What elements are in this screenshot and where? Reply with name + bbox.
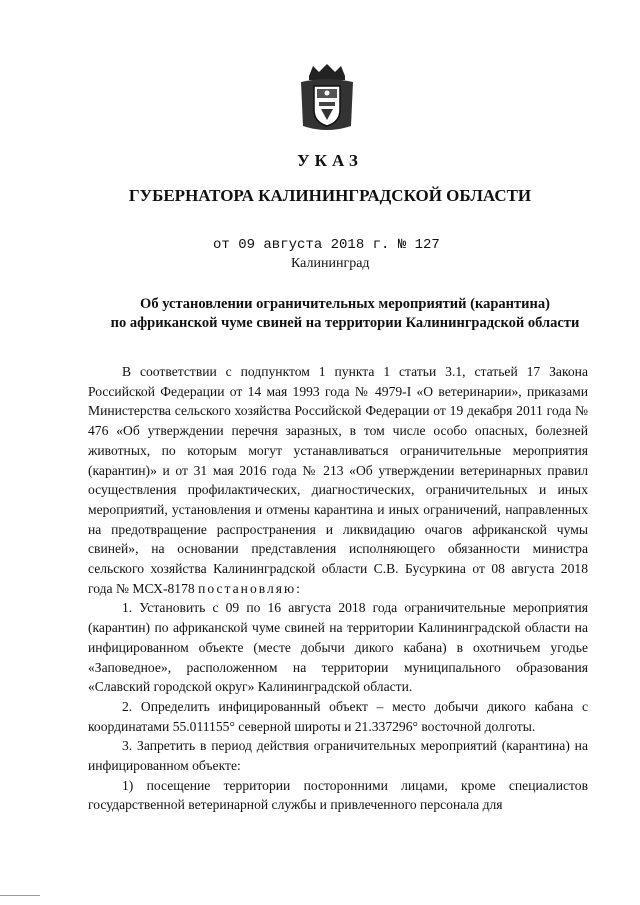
footnote-divider xyxy=(0,895,40,896)
city: Калининград xyxy=(291,256,370,271)
decree-word: постановляю: xyxy=(198,580,302,596)
coat-of-arms-icon xyxy=(297,62,357,134)
preamble-paragraph xyxy=(88,362,588,598)
subject-line-1: Об установлении ограничительных мероприятий (карантина) xyxy=(140,296,550,312)
issuer-title: ГУБЕРНАТОРА КАЛИНИНГРАДСКОЙ ОБЛАСТИ xyxy=(128,186,532,205)
item-3: 3. Запретить в период действия ограничительных мероприятий (карантина) на инфицированном объекте: xyxy=(88,738,588,774)
item-3-1: 1) посещение территории посторонними лицами, кроме специалистов государственной ветеринарной службы и привлеченного персонала для xyxy=(88,777,588,813)
document-type: УКАЗ xyxy=(297,151,363,170)
date-number-line: от 09 августа 2018 г. № 127 xyxy=(213,237,440,253)
preamble-text: В соответствии с подпунктом 1 пункта 1 статьи 3.1, статьей 17 Закона Российской Федерации от 14 мая 1993 года № 4979-I «О ветеринарии», приказами Министерства сельского хозяйства Российской Федерации от 19 декабря 2011 года № 476 «Об утверждении перечня заразных, в том числе особо опасных, болезней животных, по которым могут устанавливаться ограничительные мероприятия (карантин)» и от 31 мая 2016 года № 213 «Об утверждении ветеринарных правил осуществления профилактических, диагностических, ограничительных и иных мероприятий, установления и отмены карантина и иных ограничений, направленных на предотвращение распространения и ликвидацию очагов африканской чумы свиней», на основании представления исполняющего обязанности министра сельского хозяйства Калининградской области С.В. Бусуркина от 08 августа 2018 года № МСХ-8178 xyxy=(88,364,588,596)
subject-line-2: по африканской чуме свиней на территории Калининградской области xyxy=(110,315,580,331)
decree-body xyxy=(88,362,588,815)
item-1: 1. Установить с 09 по 16 августа 2018 года ограничительные мероприятия (карантин) по африканской чуме свиней на территории Калининградской области на инфицированном объекте (месте добычи дикого кабана) в охотничьем угодье «Заповедное», расположенном на территории муниципального образования «Славский городской округ» Калининградской области. xyxy=(88,600,588,695)
item-2: 2. Определить инфицированный объект – место добычи дикого кабана с координатами 55.011155° северной широты и 21.337296° восточной долготы. xyxy=(88,698,588,734)
